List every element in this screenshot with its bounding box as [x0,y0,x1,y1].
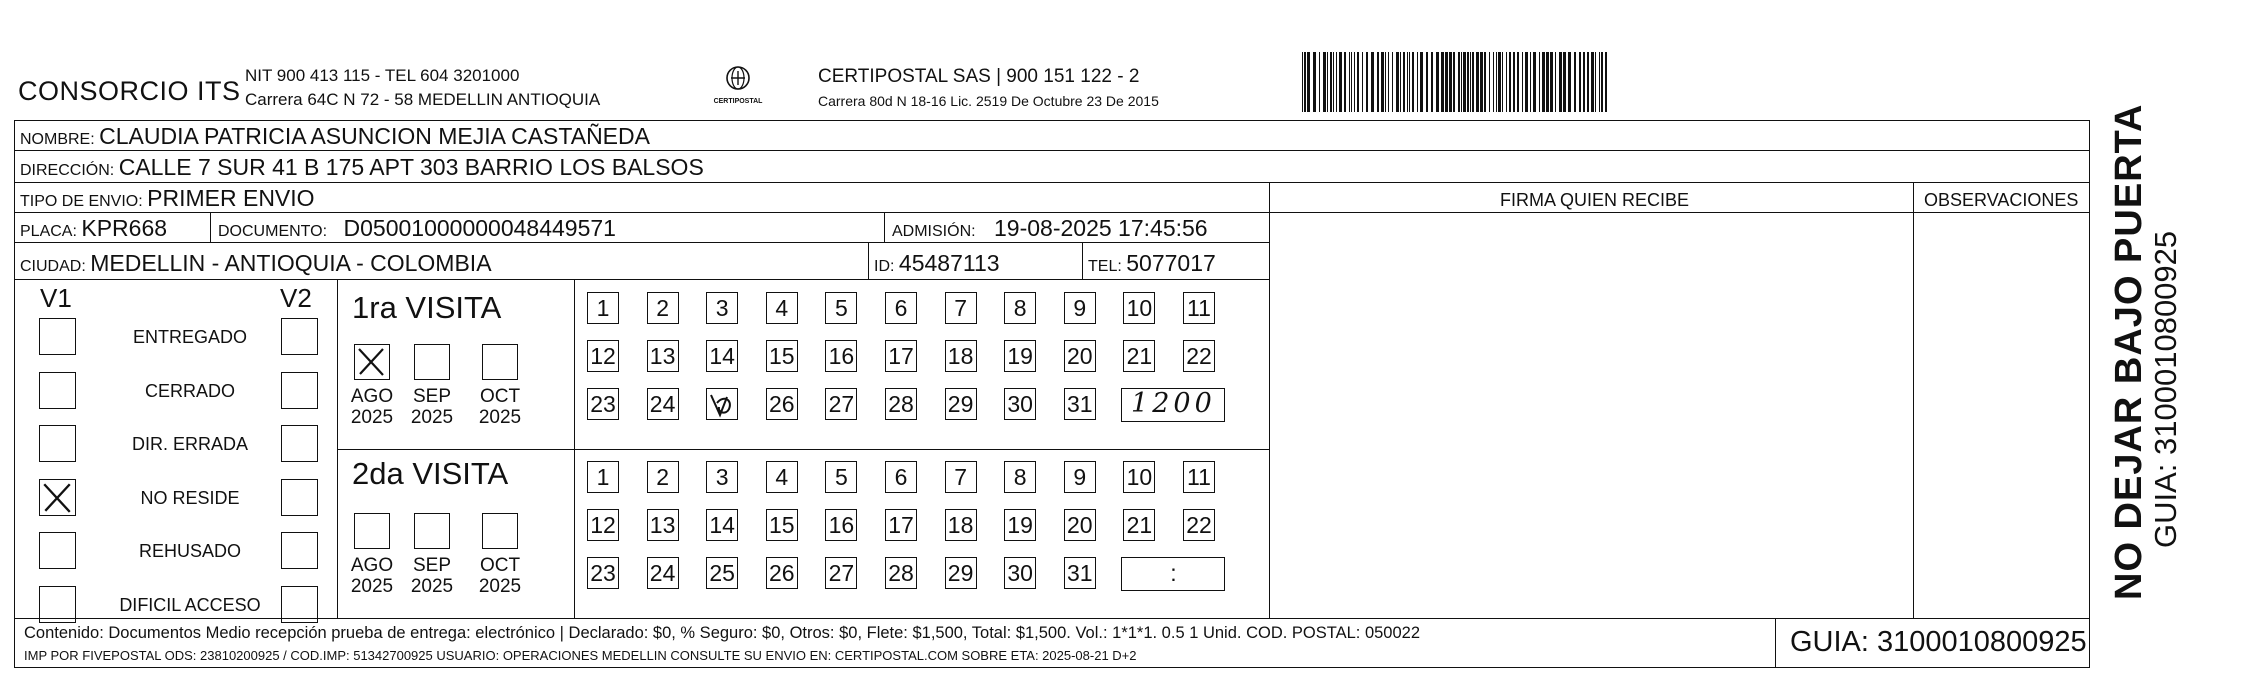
month-label: SEP [412,555,452,576]
v1-checkbox[interactable] [39,372,76,409]
day-box[interactable]: 28 [885,388,917,420]
direccion-row [20,154,704,181]
side-guia [2148,148,2184,548]
day-box[interactable]: 16 [825,340,857,372]
v2-header: V2 [280,283,312,313]
status-label: DIR. ERRADA [131,434,248,454]
logo-text: CERTIPOSTAL [713,98,763,105]
day-box[interactable]: 7 [945,461,977,493]
day-box[interactable]: 27 [825,557,857,589]
day-box[interactable]: 21 [1123,509,1155,541]
id-value: 45487113 [898,250,1000,276]
year-label: 2025 [478,407,522,428]
nit-line-2: Carrera 64C N 72 - 58 MEDELLIN ANTIOQUIA [245,90,601,109]
year-label: 2025 [350,407,394,428]
month-checkbox[interactable] [482,513,518,549]
v1-checkbox[interactable] [39,479,76,516]
day-box[interactable]: 22 [1183,509,1215,541]
cert-line-1: CERTIPOSTAL SAS | 900 151 122 - 2 [818,66,1140,87]
day-box[interactable]: 3 [706,461,738,493]
documento-value: D05001000000048449571 [343,215,616,241]
month-label: OCT [479,386,521,407]
nombre-value: CLAUDIA PATRICIA ASUNCION MEJIA CASTAÑEDA [99,123,650,149]
v2-checkbox[interactable] [281,586,318,623]
day-box[interactable]: 27 [825,388,857,420]
day-box[interactable]: 2 [647,461,679,493]
footer-guia: GUIA: 3100010800925 [1790,626,2087,658]
day-box[interactable]: 21 [1123,340,1155,372]
direccion-label: DIRECCIÓN: [20,162,115,179]
v2-checkbox[interactable] [281,532,318,569]
day-box[interactable]: 11 [1183,461,1215,493]
day-box[interactable]: 8 [1004,461,1036,493]
day-box[interactable]: 31 [1064,388,1096,420]
first-visit-title: 1ra VISITA [352,290,502,325]
tel-row [1088,250,1216,277]
ciudad-label: CIUDAD: [20,258,86,275]
month-checkbox[interactable] [414,513,450,549]
month-label: AGO [350,386,394,407]
day-box[interactable]: 26 [766,557,798,589]
admision-value: 19-08-2025 17:45:56 [994,215,1208,241]
v2-checkbox[interactable] [281,318,318,355]
day-box[interactable]: 29 [945,557,977,589]
year-label: 2025 [350,576,394,597]
v1-checkbox[interactable] [39,318,76,355]
day-box[interactable] [706,388,738,420]
day-box[interactable]: 13 [647,509,679,541]
v2-checkbox[interactable] [281,372,318,409]
side-warning [2108,103,2151,600]
day-box[interactable]: 9 [1064,292,1096,324]
day-box[interactable]: 31 [1064,557,1096,589]
day-box[interactable]: 11 [1183,292,1215,324]
day-box[interactable]: 4 [766,461,798,493]
admision-row [892,215,1208,242]
day-box[interactable]: 29 [945,388,977,420]
day-box[interactable]: 23 [587,388,619,420]
day-box[interactable]: 17 [885,340,917,372]
nit-line-1: NIT 900 413 115 - TEL 604 3201000 [245,66,520,85]
v2-checkbox[interactable] [281,425,318,462]
month-label: OCT [479,555,521,576]
day-box[interactable]: 12 [587,509,619,541]
time-box[interactable]: : [1121,557,1225,591]
day-box[interactable]: 24 [647,388,679,420]
v2-checkbox[interactable] [281,479,318,516]
second-visit-title: 2da VISITA [352,456,509,491]
day-box[interactable]: 25 [706,557,738,589]
v1-checkbox[interactable] [39,425,76,462]
day-box[interactable]: 5 [825,461,857,493]
tipo-row [20,185,315,212]
form-frame [14,120,2090,668]
cert-line-2: Carrera 80d N 18-16 Lic. 2519 De Octubre 23 De 2015 [818,93,1159,109]
month-checkbox[interactable] [354,513,390,549]
day-box[interactable]: 10 [1123,292,1155,324]
side-guia-text: GUIA: 3100010800925 [2148,230,2183,548]
day-box[interactable]: 18 [945,340,977,372]
day-box[interactable]: 14 [706,340,738,372]
footer-line-1: Contenido: Documentos Medio recepción prueba de entrega: electrónico | Declarado: $0, % Seguro: $0, Otros: $0, Flete: $1,500, Total: $1,500. Vol.: 1*1*1. 0.5 1 Unid. COD. POSTAL: 050022 [24,624,1421,642]
day-box[interactable]: 28 [885,557,917,589]
day-box[interactable]: 15 [766,509,798,541]
day-box[interactable]: 9 [1064,461,1096,493]
month-checkbox[interactable] [354,344,390,380]
time-box[interactable]: 1200 [1121,388,1225,422]
day-box[interactable]: 15 [766,340,798,372]
tipo-label: TIPO DE ENVIO: [20,193,143,210]
day-box[interactable]: 3 [706,292,738,324]
status-label: CERRADO [144,380,235,401]
tipo-value: PRIMER ENVIO [147,185,315,211]
day-box[interactable]: 20 [1064,509,1096,541]
status-label: ENTREGADO [132,327,247,347]
tel-label: TEL: [1088,258,1122,275]
year-label: 2025 [410,407,454,428]
day-box[interactable]: 5 [825,292,857,324]
month-label: SEP [412,386,452,407]
day-box[interactable]: 13 [647,340,679,372]
tel-value: 5077017 [1126,250,1216,276]
day-box[interactable]: 6 [885,461,917,493]
no-dejar-text: NO DEJAR BAJO PUERTA [2108,103,2150,600]
day-box[interactable]: 30 [1004,557,1036,589]
day-box[interactable]: 12 [587,340,619,372]
status-label: DIFICIL ACCESO [119,594,261,615]
placa-label: PLACA: [20,223,77,240]
day-box[interactable]: 8 [1004,292,1036,324]
day-box[interactable]: 19 [1004,509,1036,541]
day-box[interactable]: 19 [1004,340,1036,372]
firma-header: FIRMA QUIEN RECIBE [1500,190,1690,210]
month-checkbox[interactable] [414,344,450,380]
certipostal-logo [710,60,766,112]
company-name: CONSORCIO ITS [18,76,241,106]
day-box[interactable]: 22 [1183,340,1215,372]
day-box[interactable]: 17 [885,509,917,541]
nombre-label: NOMBRE: [20,131,95,148]
day-box[interactable]: 1 [587,292,619,324]
v1-checkbox[interactable] [39,532,76,569]
day-box[interactable]: 14 [706,509,738,541]
day-box[interactable]: 23 [587,557,619,589]
admision-label: ADMISIÓN: [892,223,976,240]
day-box[interactable]: 30 [1004,388,1036,420]
day-box[interactable]: 1 [587,461,619,493]
status-label: NO RESIDE [140,487,240,508]
ciudad-row [20,250,492,277]
id-label: ID: [874,258,895,275]
day-box[interactable]: 16 [825,509,857,541]
day-box[interactable]: 18 [945,509,977,541]
direccion-value: CALLE 7 SUR 41 B 175 APT 303 BARRIO LOS BALSOS [118,154,704,180]
status-label: REHUSADO [138,541,241,561]
documento-row [218,215,616,242]
day-box[interactable]: 24 [647,557,679,589]
v1-checkbox[interactable] [39,586,76,623]
day-box[interactable]: 10 [1123,461,1155,493]
barcode [1300,52,1610,119]
year-label: 2025 [410,576,454,597]
documento-label: DOCUMENTO: [218,223,328,240]
observaciones-header: OBSERVACIONES [1924,190,2079,210]
placa-row [20,215,167,242]
year-label: 2025 [478,576,522,597]
day-box[interactable]: 2 [647,292,679,324]
ciudad-value: MEDELLIN - ANTIOQUIA - COLOMBIA [90,250,492,276]
v1-header: V1 [40,283,72,313]
id-row [874,250,1000,277]
nombre-row [20,123,650,150]
day-box[interactable]: 6 [885,292,917,324]
month-label: AGO [350,555,394,576]
day-box[interactable]: 26 [766,388,798,420]
barcode-graphic [1300,52,1610,114]
placa-value: KPR668 [81,215,168,241]
month-checkbox[interactable] [482,344,518,380]
day-box[interactable]: 7 [945,292,977,324]
day-box[interactable]: 20 [1064,340,1096,372]
day-box[interactable]: 4 [766,292,798,324]
footer-line-2: IMP POR FIVEPOSTAL ODS: 23810200925 / COD.IMP: 51342700925 USUARIO: OPERACIONES MEDELLIN CONSULTE SU ENVIO EN: CERTIPOSTAL.COM SOBRE ETA: 2025-08-21 D+2 [24,648,1137,663]
